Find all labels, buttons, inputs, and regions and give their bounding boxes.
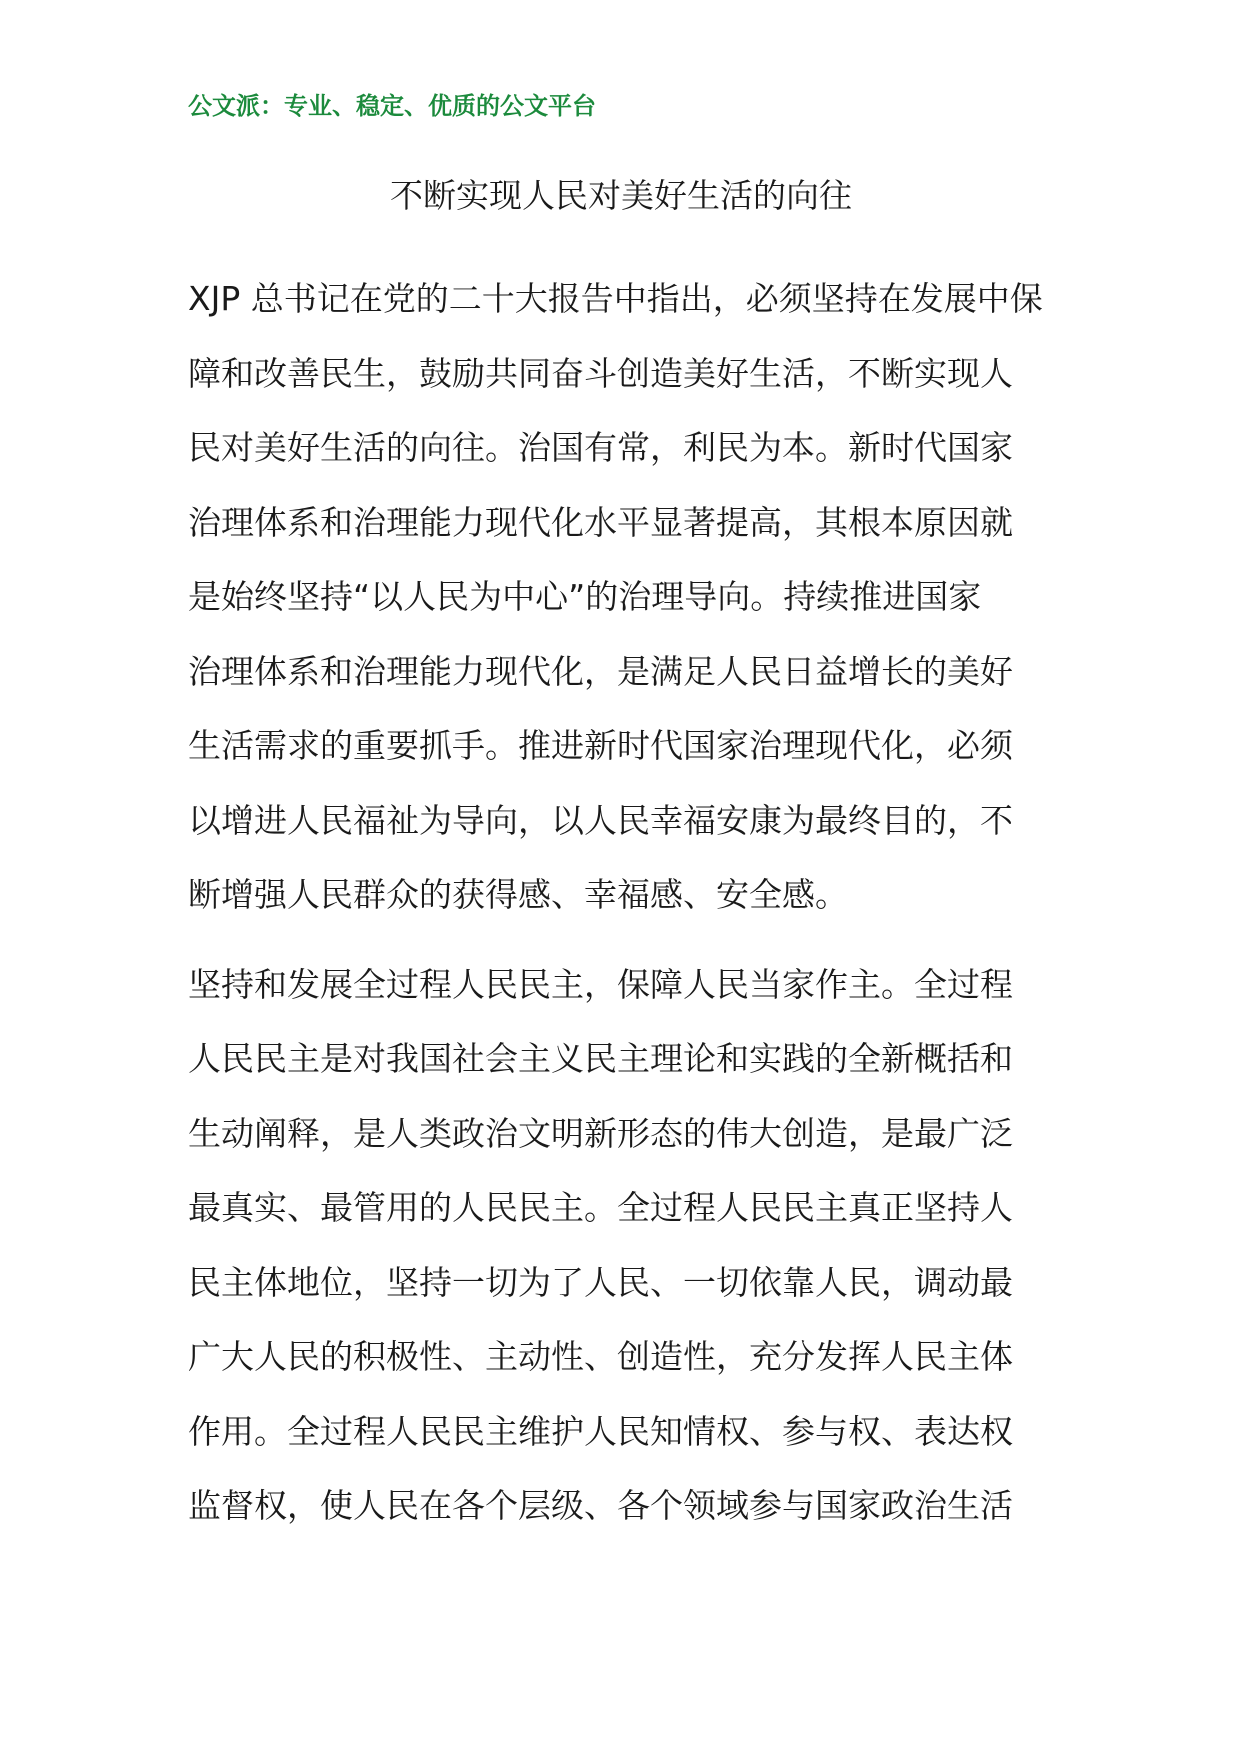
paragraph-line: 最真实、最管用的人民民主。全过程人民民主真正坚持人 [188, 1188, 1013, 1227]
paragraph-line: XJP 总书记在党的二十大报告中指出，必须坚持在发展中保 [188, 279, 1043, 318]
paragraph-line: 民对美好生活的向往。治国有常，利民为本。新时代国家 [188, 428, 1013, 467]
paragraph-line: 是始终坚持“以人民为中心”的治理导向。持续推进国家 [188, 577, 982, 616]
paragraph-1 [188, 262, 1054, 933]
paragraph-line: 广大人民的积极性、主动性、创造性，充分发挥人民主体 [188, 1337, 1013, 1376]
paragraph-line: 治理体系和治理能力现代化，是满足人民日益增长的美好 [188, 651, 1013, 691]
document-title: 不断实现人民对美好生活的向往 [390, 176, 852, 215]
paragraph-line: 生动阐释，是人类政治文明新形态的伟大创造，是最广泛 [188, 1113, 1013, 1153]
document-body [188, 262, 1054, 1544]
paragraph-line: 民主体地位，坚持一切为了人民、一切依靠人民，调动最 [188, 1262, 1013, 1302]
paragraph-line: 障和改善民生，鼓励共同奋斗创造美好生活，不断实现人 [188, 353, 1013, 393]
paragraph-line: 人民民主是对我国社会主义民主理论和实践的全新概括和 [188, 1039, 1013, 1078]
paragraph-line: 坚持和发展全过程人民民主，保障人民当家作主。全过程 [188, 964, 1013, 1004]
paragraph-line: 监督权，使人民在各个层级、各个领域参与国家政治生活 [188, 1486, 1013, 1525]
paragraph-line: 以增进人民福祉为导向，以人民幸福安康为最终目的，不 [188, 800, 1013, 840]
paragraph-line: 作用。全过程人民民主维护人民知情权、参与权、表达权 [188, 1411, 1013, 1451]
paragraph-line: 生活需求的重要抓手。推进新时代国家治理现代化，必须 [188, 726, 1013, 765]
paragraph-2 [188, 948, 1054, 1544]
header-tagline: 公文派：专业、稳定、优质的公文平台 [188, 92, 596, 120]
paragraph-line: 断增强人民群众的获得感、幸福感、安全感。 [188, 875, 848, 914]
paragraph-line: 治理体系和治理能力现代化水平显著提高，其根本原因就 [188, 502, 1013, 542]
